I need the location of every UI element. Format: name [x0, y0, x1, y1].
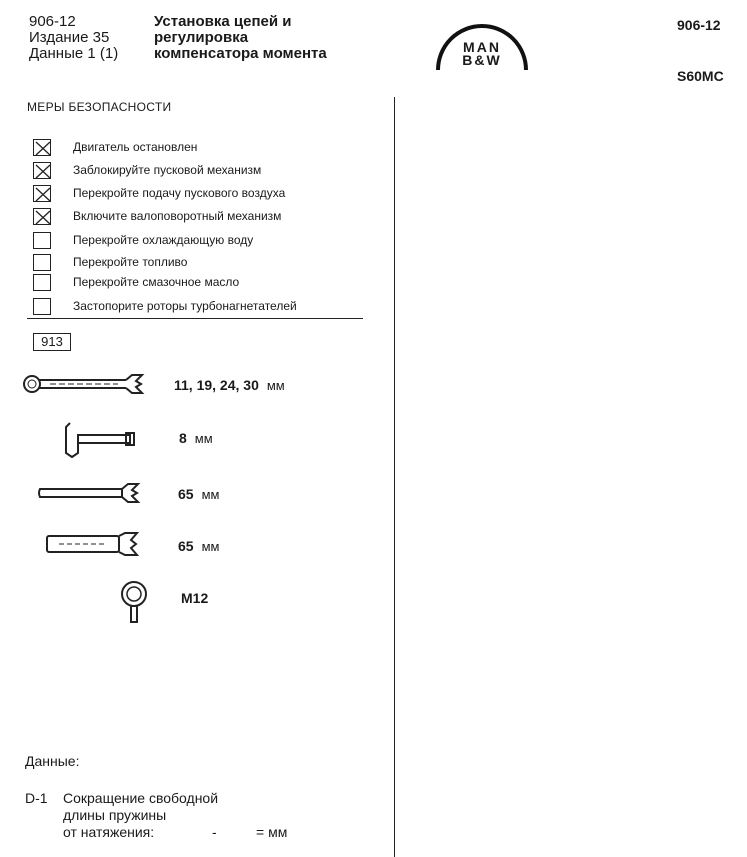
checkbox: [33, 208, 51, 225]
tool-size: [174, 377, 285, 393]
safety-divider: [27, 318, 363, 319]
tool-size: [181, 590, 208, 606]
safety-item-label: Заблокируйте пусковой механизм: [73, 163, 262, 177]
logo-bw-text: B&W: [462, 52, 502, 68]
check-mark-icon: [34, 186, 52, 203]
eye-bolt-icon: [119, 579, 149, 630]
checkbox: [33, 139, 51, 156]
tool-size-unit: мм: [201, 539, 220, 554]
logo-man-text: MAN: [463, 39, 501, 55]
tool-size-unit: мм: [201, 487, 220, 502]
checkbox: [33, 274, 51, 291]
safety-item-label: Перекройте топливо: [73, 255, 188, 269]
doc-meta: [29, 14, 118, 62]
safety-item: [33, 232, 363, 252]
title-line-1: Установка цепей и: [154, 13, 292, 30]
checkbox: [33, 298, 51, 315]
checkbox: [33, 254, 51, 271]
safety-title: МЕРЫ БЕЗОПАСНОСТИ: [27, 100, 172, 114]
data-line-2: длины пружины: [63, 807, 167, 823]
tool-size: [178, 486, 219, 502]
tool-size-unit: мм: [194, 431, 213, 446]
tool-size: [179, 430, 213, 446]
tool-size-value: 11, 19, 24, 30: [174, 377, 259, 393]
title-line-2: регулировка: [154, 29, 249, 46]
tool-size-value: 65: [178, 538, 194, 554]
data-code: D-1: [25, 790, 48, 806]
check-mark-icon: [34, 140, 52, 157]
tool-size-value: 8: [179, 430, 187, 446]
page-title: [154, 14, 327, 62]
edition: Издание 35: [29, 29, 110, 46]
tool-size-value: M12: [181, 590, 209, 606]
safety-item-label: Перекройте подачу пускового воздуха: [73, 186, 286, 200]
tool-size: [178, 538, 219, 554]
data-line-3: от натяжения:: [63, 824, 155, 840]
tool-size-value: 65: [178, 486, 194, 502]
hex-key-icon: [62, 419, 142, 464]
combination-wrench-icon: [20, 371, 148, 402]
data-title: Данные:: [25, 753, 80, 769]
tool-set-code: 913: [33, 333, 71, 351]
engine-type: S60MC: [677, 68, 724, 84]
safety-item: [33, 208, 363, 228]
safety-item: [33, 162, 363, 182]
check-mark-icon: [34, 163, 52, 180]
column-divider: [394, 97, 395, 857]
safety-item: [33, 185, 363, 205]
safety-item-label: Двигатель остановлен: [73, 140, 198, 154]
data-description: [63, 790, 218, 841]
safety-item-label: Перекройте охлаждающую воду: [73, 233, 254, 247]
doc-number: 906-12: [29, 13, 76, 30]
safety-item-label: Застопорите роторы турбонагнетателей: [73, 299, 297, 313]
right-doc-number: 906-12: [677, 17, 721, 33]
data-line-1: Сокращение свободной: [63, 790, 219, 806]
safety-item: [33, 298, 363, 318]
safety-item: [33, 274, 363, 294]
safety-item: [33, 139, 363, 159]
check-mark-icon: [34, 209, 52, 226]
data-result: = мм: [256, 824, 288, 840]
man-bw-logo: [432, 22, 532, 74]
tool-size-unit: мм: [266, 378, 285, 393]
data-dash: -: [212, 824, 217, 840]
title-line-3: компенсатора момента: [154, 45, 327, 62]
checkbox: [33, 232, 51, 249]
safety-item-label: Перекройте смазочное масло: [73, 275, 240, 289]
safety-item-label: Включите валоповоротный механизм: [73, 209, 282, 223]
safety-item: [33, 254, 363, 274]
open-end-wrench-icon: [36, 481, 148, 510]
checkbox: [33, 185, 51, 202]
checkbox: [33, 162, 51, 179]
striking-wrench-icon: [45, 531, 147, 562]
data-sheet: Данные 1 (1): [29, 45, 119, 62]
